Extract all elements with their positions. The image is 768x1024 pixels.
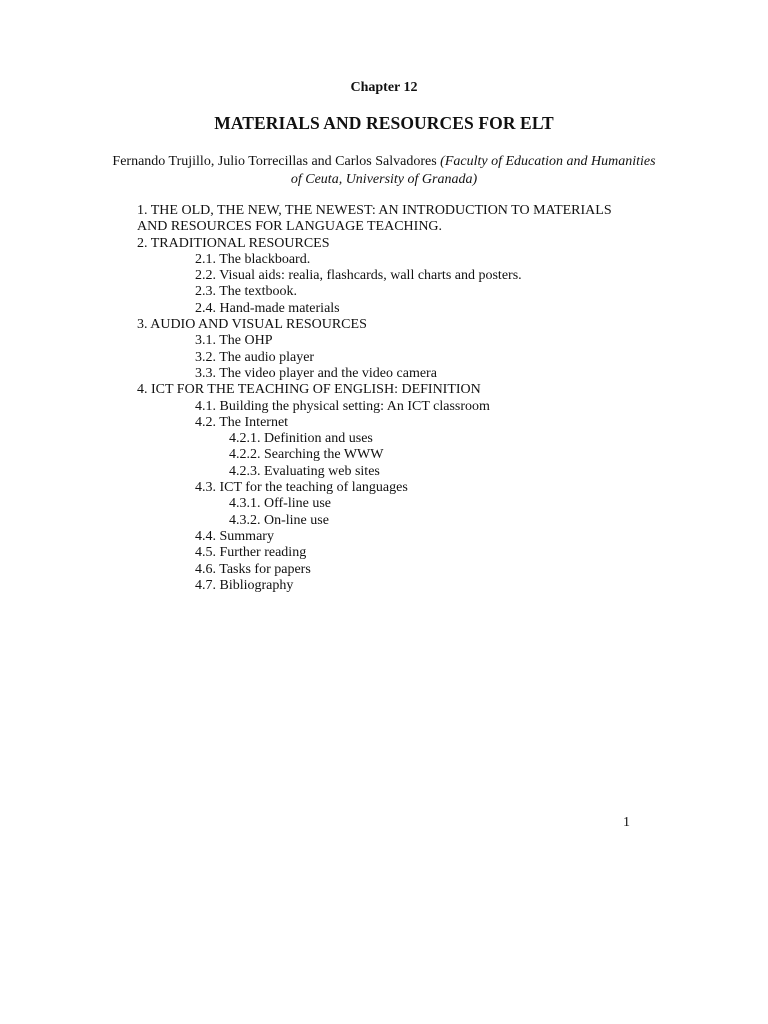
- toc-item-level-1: 3. AUDIO AND VISUAL RESOURCES: [137, 317, 367, 333]
- toc-item-level-2: 4.2. The Internet: [195, 414, 289, 430]
- toc-item-level-2: 4.5. Further reading: [195, 545, 307, 561]
- toc-item-level-2: 4.3. ICT for the teaching of languages: [195, 480, 408, 496]
- toc-item-level-2: 4.1. Building the physical setting: An ICT classroom: [195, 398, 490, 414]
- toc-item-level-2: 2.2. Visual aids: realia, flashcards, wall charts and posters.: [195, 268, 522, 284]
- toc-item-level-2: 3.3. The video player and the video camera: [195, 365, 437, 381]
- toc-item-level-2: 3.1. The OHP: [195, 333, 273, 349]
- toc-item-level-2: 4.6. Tasks for papers: [195, 561, 311, 577]
- toc-item-level-1: AND RESOURCES FOR LANGUAGE TEACHING.: [137, 219, 443, 235]
- toc-item-level-3: 4.2.3. Evaluating web sites: [229, 463, 380, 479]
- page-title: MATERIALS AND RESOURCES FOR ELT: [214, 113, 554, 133]
- toc-item-level-1: 1. THE OLD, THE NEW, THE NEWEST: AN INTRODUCTION TO MATERIALS: [137, 203, 612, 218]
- page-number: 1: [623, 815, 630, 830]
- toc-item-level-2: 2.1. The blackboard.: [195, 251, 311, 267]
- authors-block: [110, 153, 658, 189]
- toc-item-level-2: 4.7. Bibliography: [195, 577, 294, 593]
- toc-item-level-2: 2.4. Hand-made materials: [195, 300, 340, 316]
- toc-item-level-3: 4.3.1. Off-line use: [229, 496, 331, 512]
- toc-item-level-2: 2.3. The textbook.: [195, 284, 298, 300]
- author-names: Fernando Trujillo, Julio Torrecillas and Carlos Salvadores: [112, 154, 441, 169]
- toc-item-level-2: 4.4. Summary: [195, 528, 274, 544]
- toc-item-level-1: 2. TRADITIONAL RESOURCES: [137, 235, 330, 251]
- toc-item-level-3: 4.2.2. Searching the WWW: [229, 447, 384, 463]
- table-of-contents: [137, 203, 657, 594]
- toc-item-level-2: 3.2. The audio player: [195, 349, 315, 365]
- toc-item-level-3: 4.3.2. On-line use: [229, 512, 329, 528]
- chapter-label: Chapter 12: [350, 80, 418, 95]
- author-affiliation: (Faculty of Education and Humanities of Ceuta, University of Granada): [290, 154, 656, 187]
- toc-item-level-3: 4.2.1. Definition and uses: [229, 431, 373, 447]
- toc-item-level-1: 4. ICT FOR THE TEACHING OF ENGLISH: DEFINITION: [137, 382, 481, 398]
